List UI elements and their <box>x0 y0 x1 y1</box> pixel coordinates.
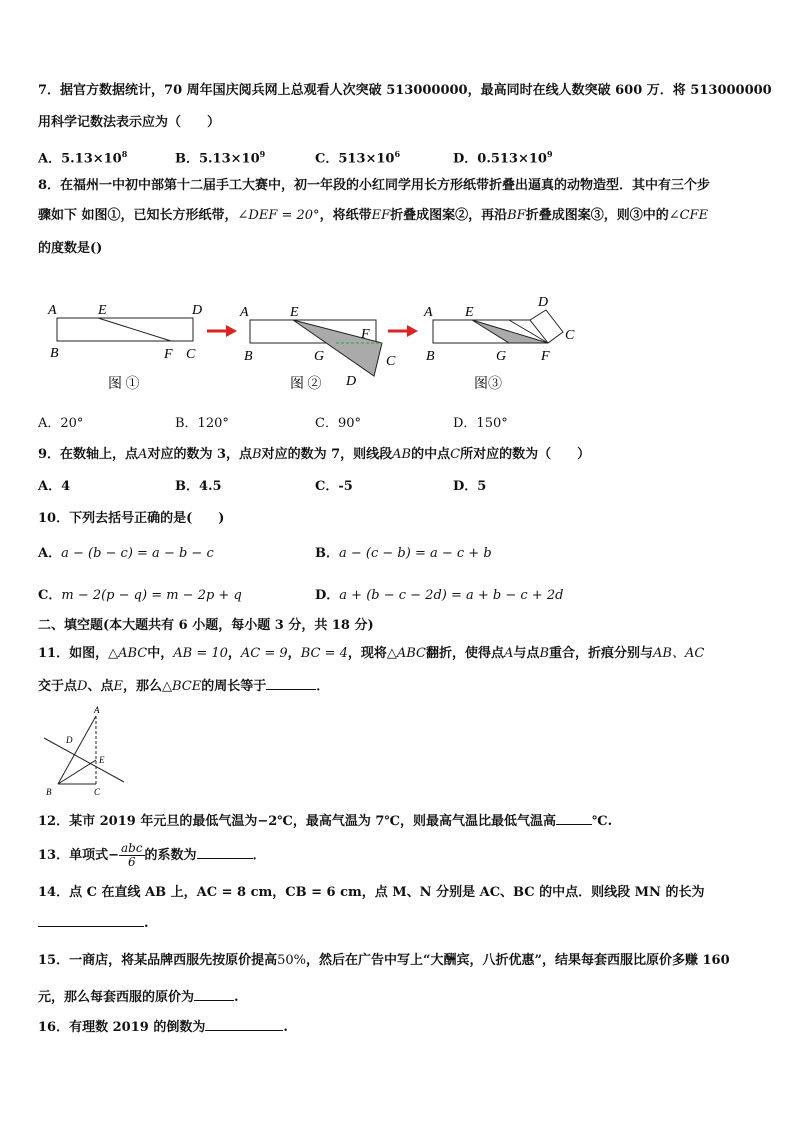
q8-fig3-label-a: A <box>424 305 433 320</box>
q13-line: 13．单项式− $\frac{\text{abc}}{6}$ 的系数为 ． <box>38 841 266 869</box>
q8-option-d: D．150° <box>453 416 508 431</box>
q8-fig2-label-c: C <box>386 354 396 369</box>
q8-fig3-label-b: B <box>426 349 435 364</box>
q15-answer-blank <box>194 988 234 1001</box>
q14-answer-blank <box>38 914 144 927</box>
q8-line3: 的度数是() <box>38 241 103 256</box>
q8-fig3-label-e: E <box>465 305 474 320</box>
q8-fig1 <box>47 303 202 392</box>
q14-line1: 14．点 C 在直线 AB 上，AC = 8 cm，CB = 6 cm，点 M、N 分别是 AC、BC 的中点．则线段 MN 的长为 <box>38 885 705 900</box>
q8-fig3 <box>423 295 575 392</box>
q8-fig3-label-g: G <box>496 349 507 364</box>
q8-fig2-label-b: B <box>244 349 253 364</box>
q10-option-c: C．m − 2(p − q) = m − 2p + q <box>38 588 242 603</box>
q8-option-b: B．120° <box>175 416 229 431</box>
section-heading: 二、填空题(本大题共有 6 小题，每小题 3 分，共 18 分) <box>38 618 374 633</box>
q8-line1: 8．在福州一中初中部第十二届手工大赛中，初一年段的小红同学用长方形纸带折叠出逼真的动物造型．其中有三个步 <box>38 178 711 193</box>
q8-fig2-label-g: G <box>314 349 325 364</box>
q8-fig3-label-f: F <box>541 349 550 364</box>
q13-answer-blank <box>197 846 253 859</box>
q9-option-b: B．4.5 <box>175 479 222 494</box>
q8-fig2-label-e: E <box>290 305 299 320</box>
q8-line2: 骤如下 如图①，已知长方形纸带，∠DEF = 20°，将纸带EF折叠成图案②，再沿BF折叠成图案③，则③中的∠CFE <box>38 208 709 223</box>
q8-fig3-caption: 图③ <box>474 377 502 392</box>
q8-fig1-caption: 图 ① <box>108 377 140 392</box>
q8-fig2-label-a: A <box>240 305 249 320</box>
q11-line1: 11．如图，△ABC中，AB = 10，AC = 9，BC = 4，现将△ABC翻折，使得点A与点B重合，折痕分别与AB、AC <box>38 646 705 661</box>
q8-fig3-label-d: D <box>538 295 549 310</box>
red-arrow-icon <box>388 325 418 337</box>
q14-line2: . <box>38 914 149 933</box>
q7-option-d: D．$0.513\times 10^9$ <box>453 149 553 167</box>
q11-fig-label-a: A <box>94 705 100 715</box>
q8-fig2-label-d: D <box>346 374 357 389</box>
q8-fig3-label-c: C <box>565 328 575 343</box>
q8-fig2-caption: 图 ② <box>290 377 322 392</box>
q8-fig1-label-e: E <box>98 303 107 318</box>
q7-line2: 用科学记数法表示应为（ ） <box>38 115 221 130</box>
q7-option-a: A．$5.13\times 10^8$ <box>38 149 128 167</box>
q8-fig2 <box>239 305 396 392</box>
q11-figure <box>38 702 138 800</box>
q7-option-c: C．$513\times 10^6$ <box>315 149 401 167</box>
q8-figure <box>40 290 600 400</box>
q16-line: 16．有理数 2019 的倒数为 . <box>38 1020 288 1035</box>
q10-option-b: B．a − (c − b) = a − c + b <box>315 546 492 561</box>
q10-stem: 10．下列去括号正确的是( ) <box>38 511 225 526</box>
q9-stem: 9．在数轴上，点A对应的数为 3，点B对应的数为 7，则线段AB的中点C所对应的数为（ ） <box>38 447 591 462</box>
q11-fig-label-b: B <box>46 787 52 797</box>
q11-fig-label-c: C <box>94 787 101 797</box>
q11-line2: 交于点D、点E，那么△BCE的周长等于 ． <box>38 679 330 694</box>
q15-line2: 元，那么每套西服的原价为 . <box>38 990 239 1005</box>
q10-option-d: D．a + (b − c − 2d) = a + b − c + 2d <box>315 588 564 603</box>
q7-option-b: B．$5.13\times 10^9$ <box>175 149 266 167</box>
q9-option-d: D．5 <box>453 479 487 494</box>
q15-line1: 15．一商店，将某品牌西服先按原价提高50%，然后在广告中写上“大酬宾，八折优惠”，结果每套西服比原价多赚 160 <box>38 953 730 968</box>
q7-line1: 7．据官方数据统计，70 周年国庆阅兵网上总观看人次突破 513000000，最高同时在线人数突破 600 万．将 513000000 <box>38 83 772 98</box>
q12-line: 12．某市 2019 年元旦的最低气温为−2℃，最高气温为 7℃，则最高气温比最低气温高 ℃. <box>38 814 613 829</box>
q8-option-c: C．90° <box>315 416 361 431</box>
q10-option-a: A．a − (b − c) = a − b − c <box>38 546 214 561</box>
q9-option-c: C．-5 <box>315 479 353 494</box>
q13-fraction: $\frac{\text{abc}}{6}$ <box>120 841 143 869</box>
q9-option-a: A．4 <box>38 479 71 494</box>
q12-answer-blank <box>556 812 592 825</box>
q8-fig1-label-f: F <box>164 347 173 362</box>
q8-fig1-label-a: A <box>48 303 57 318</box>
q16-answer-blank <box>205 1018 283 1031</box>
q11-fig-label-d: D <box>66 735 73 745</box>
q8-fig1-label-d: D <box>192 303 203 318</box>
q11-answer-blank <box>266 677 316 690</box>
q8-fig1-label-b: B <box>50 346 59 361</box>
q8-option-a: A．20° <box>38 416 84 431</box>
q8-fig1-label-c: C <box>186 347 196 362</box>
q11-fig-label-e: E <box>99 755 105 765</box>
q8-fig2-label-f: F <box>361 327 370 342</box>
red-arrow-icon <box>207 325 237 337</box>
